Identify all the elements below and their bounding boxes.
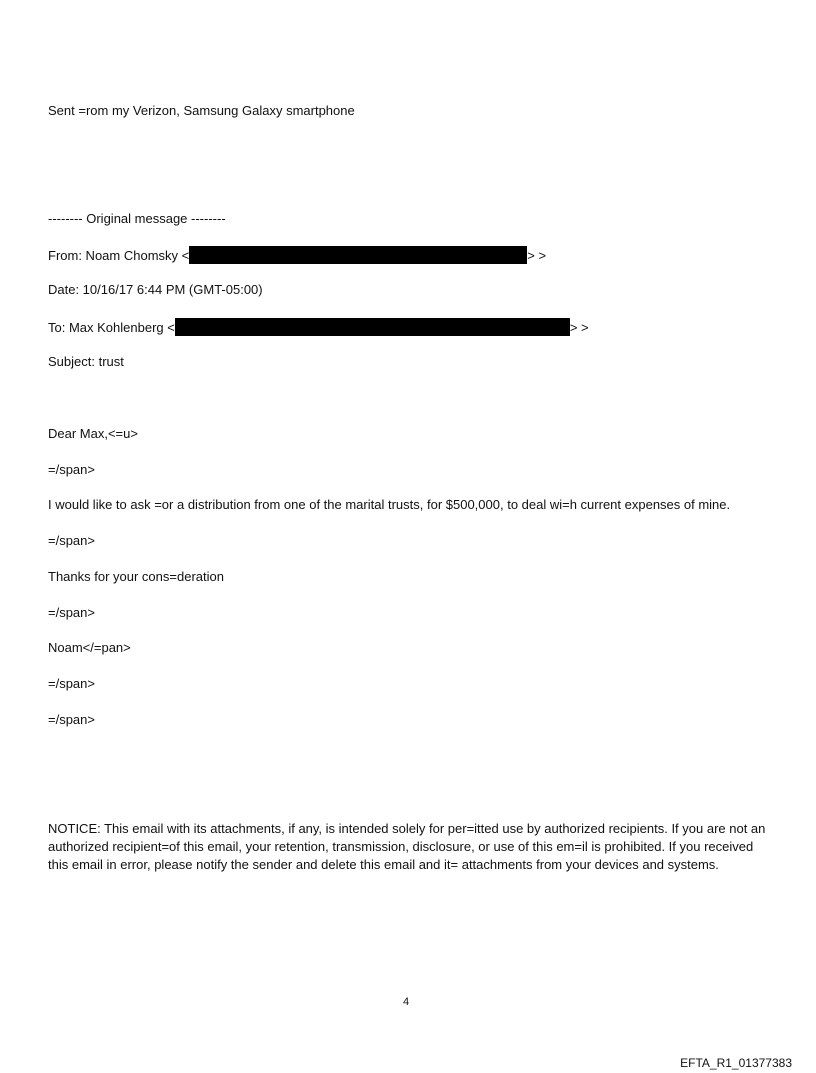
span-artifact-line: =/span> bbox=[48, 462, 95, 477]
date-line: Date: 10/16/17 6:44 PM (GMT-05:00) bbox=[48, 282, 263, 297]
request-line: I would like to ask =or a distribution from one of the marital trusts, for $500,000, to deal wi=h current expenses of mine. bbox=[48, 497, 731, 512]
subject-line: Subject: trust bbox=[48, 354, 124, 369]
span-artifact-line: =/span> bbox=[48, 533, 95, 548]
legal-notice: NOTICE: This email with its attachments, if any, is intended solely for per=itted use by authorized recipients. If you are not an authorized recipient=of this email, your retention, transmission, disclosure, or use of this em=il is prohibited. If you received this email in error, please notify the sender and delete this email and it= attachments from your devices and systems. bbox=[48, 821, 766, 872]
page-number: 4 bbox=[403, 996, 410, 1008]
redaction-box bbox=[175, 318, 570, 336]
from-suffix: > > bbox=[527, 248, 547, 263]
from-label: From: Noam Chomsky < bbox=[48, 248, 190, 263]
redaction-box bbox=[189, 246, 527, 264]
sent-from-line: Sent =rom my Verizon, Samsung Galaxy smartphone bbox=[48, 103, 355, 118]
document-id: EFTA_R1_01377383 bbox=[680, 1056, 792, 1070]
span-artifact-line: =/span> bbox=[48, 605, 95, 620]
from-line bbox=[48, 246, 546, 264]
to-line bbox=[48, 318, 589, 336]
to-suffix: > > bbox=[569, 320, 589, 335]
to-label: To: Max Kohlenberg < bbox=[48, 320, 175, 335]
thanks-line: Thanks for your cons=deration bbox=[48, 569, 224, 584]
greeting-line: Dear Max,<=u> bbox=[48, 426, 138, 441]
sign-off-line: Noam</=pan> bbox=[48, 640, 131, 655]
original-message-header: -------- Original message -------- bbox=[48, 211, 226, 226]
span-artifact-line: =/span> bbox=[48, 676, 95, 691]
span-artifact-line: =/span> bbox=[48, 712, 95, 727]
